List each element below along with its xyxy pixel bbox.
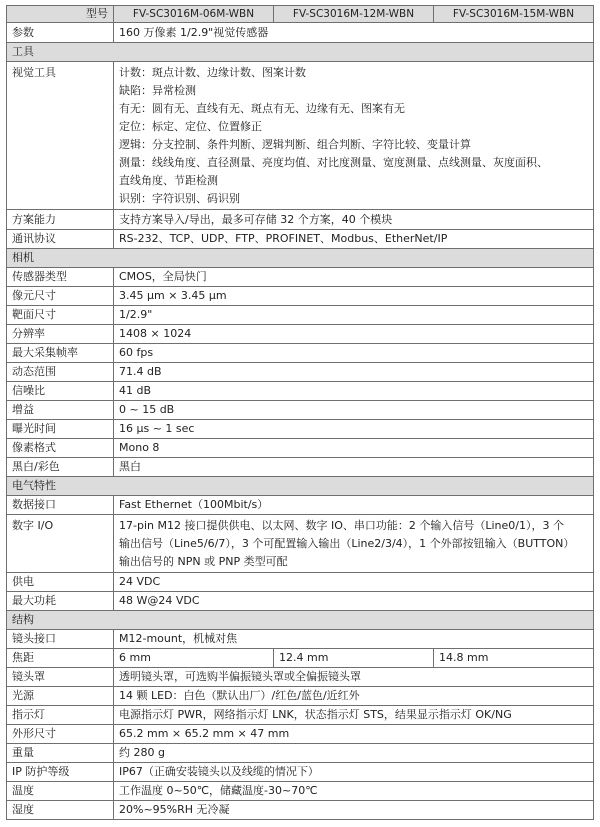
spec-label: 指示灯 [7, 706, 114, 724]
spec-label: 镜头罩 [7, 668, 114, 686]
protocol-label: 通讯协议 [7, 230, 114, 248]
spec-row [6, 782, 594, 801]
focal-length-row [6, 649, 594, 668]
spec-value: 1408 × 1024 [119, 327, 192, 340]
protocol-row [6, 230, 594, 249]
section-title: 工具 [7, 43, 593, 61]
data-interface-value: Fast Ethernet（100Mbit/s） [119, 498, 269, 511]
vision-line: 识别：字符识别、码识别 [119, 191, 240, 205]
spec-label: 光源 [7, 687, 114, 705]
power-value: 24 VDC [119, 575, 161, 588]
spec-row [6, 306, 594, 325]
spec-label: 黑白/彩色 [7, 458, 114, 476]
vision-line: 缺陷：异常检测 [119, 83, 196, 97]
model-12m: FV-SC3016M-12M-WBN [274, 6, 434, 22]
spec-label: 信噪比 [7, 382, 114, 400]
data-interface-row [6, 496, 594, 515]
vision-tools-label: 视觉工具 [7, 62, 114, 209]
section-title: 电气特性 [7, 477, 593, 495]
spec-value: 3.45 μm × 3.45 μm [119, 289, 227, 302]
spec-label: 最大采集帧率 [7, 344, 114, 362]
spec-label: 分辨率 [7, 325, 114, 343]
section-electrical [6, 477, 594, 496]
spec-row [6, 801, 594, 820]
focal-15m: 14.8 mm [439, 651, 489, 664]
model-label: 型号 [7, 6, 114, 22]
spec-row [6, 344, 594, 363]
spec-value: 黑白 [119, 460, 141, 473]
vision-line: 计数：斑点计数、边缘计数、图案计数 [119, 65, 306, 79]
spec-label: 像元尺寸 [7, 287, 114, 305]
vision-line: 有无：圆有无、直线有无、斑点有无、边缘有无、图案有无 [119, 101, 405, 115]
param-label: 参数 [7, 23, 114, 42]
spec-value: CMOS，全局快门 [119, 270, 207, 283]
spec-row [6, 706, 594, 725]
spec-value: 1/2.9" [119, 308, 153, 321]
spec-row [6, 382, 594, 401]
spec-label: 增益 [7, 401, 114, 419]
spec-row [6, 687, 594, 706]
spec-value: IP67（正确安装镜头以及线缆的情况下） [119, 765, 319, 778]
spec-table [6, 5, 594, 820]
max-power-row [6, 592, 594, 611]
spec-value: 60 fps [119, 346, 154, 359]
param-value: 160 万像素 1/2.9"视觉传感器 [119, 25, 269, 39]
vision-line: 定位：标定、定位、位置修正 [119, 119, 262, 133]
spec-row [6, 725, 594, 744]
spec-row [6, 763, 594, 782]
digital-io-label: 数字 I/O [7, 515, 114, 572]
section-structure [6, 611, 594, 630]
lens-mount-row [6, 630, 594, 649]
data-interface-label: 数据接口 [7, 496, 114, 514]
vision-line: 逻辑：分支控制、条件判断、逻辑判断、组合判断、字符比较、变量计算 [119, 137, 471, 151]
spec-value: 14 颗 LED：白色（默认出厂）/红色/蓝色/近红外 [119, 689, 360, 702]
spec-label: IP 防护等级 [7, 763, 114, 781]
spec-row [6, 325, 594, 344]
lens-mount-label: 镜头接口 [7, 630, 114, 648]
vision-line: 直线角度、节距检测 [119, 173, 218, 187]
power-label: 供电 [7, 573, 114, 591]
max-power-label: 最大功耗 [7, 592, 114, 610]
io-line: 输出信号（Line5/6/7），3 个可配置输入输出（Line2/3/4），1 个外部按钮输入（BUTTON） [119, 536, 575, 550]
vision-line: 测量：线线角度、直径测量、亮度均值、对比度测量、宽度测量、点线测量、灰度面积、 [119, 155, 548, 169]
spec-value: 65.2 mm × 65.2 mm × 47 mm [119, 727, 290, 740]
spec-row [6, 268, 594, 287]
spec-row [6, 458, 594, 477]
spec-label: 曝光时间 [7, 420, 114, 438]
max-power-value: 48 W@24 VDC [119, 594, 200, 607]
spec-value: 电源指示灯 PWR，网络指示灯 LNK，状态指示灯 STS，结果显示指示灯 OK/NG [119, 708, 512, 721]
vision-tools-row [6, 62, 594, 210]
model-row [6, 5, 594, 23]
scheme-row [6, 210, 594, 230]
spec-value: 16 μs ~ 1 sec [119, 422, 195, 435]
protocol-value: RS-232、TCP、UDP、FTP、PROFINET、Modbus、EtherNet/IP [119, 232, 448, 245]
spec-row [6, 744, 594, 763]
spec-value: 工作温度 0~50℃，储藏温度-30~70℃ [119, 784, 318, 797]
spec-value: 0 ~ 15 dB [119, 403, 175, 416]
spec-label: 外形尺寸 [7, 725, 114, 743]
digital-io-value [114, 515, 593, 572]
model-06m: FV-SC3016M-06M-WBN [114, 6, 274, 22]
section-title: 结构 [7, 611, 593, 629]
section-title: 相机 [7, 249, 593, 267]
spec-value: 41 dB [119, 384, 152, 397]
lens-mount-value: M12-mount，机械对焦 [119, 632, 238, 645]
focal-12m: 12.4 mm [274, 649, 434, 667]
io-line: 输出信号的 NPN 或 PNP 类型可配 [119, 554, 288, 568]
spec-value: Mono 8 [119, 441, 160, 454]
section-tools [6, 43, 594, 62]
spec-label: 重量 [7, 744, 114, 762]
spec-label: 动态范围 [7, 363, 114, 381]
spec-row [6, 401, 594, 420]
focal-length-label: 焦距 [7, 649, 114, 667]
spec-label: 温度 [7, 782, 114, 800]
spec-value: 约 280 g [119, 746, 165, 759]
spec-value: 透明镜头罩，可选购半偏振镜头罩或全偏振镜头罩 [119, 670, 361, 683]
spec-row [6, 439, 594, 458]
spec-row [6, 287, 594, 306]
param-row [6, 23, 594, 43]
io-line: 17-pin M12 接口提供供电、以太网、数字 IO、串口功能：2 个输入信号（Line0/1），3 个 [119, 518, 564, 532]
scheme-value: 支持方案导入/导出，最多可存储 32 个方案，40 个模块 [119, 212, 393, 226]
spec-row [6, 420, 594, 439]
spec-row [6, 363, 594, 382]
section-camera [6, 249, 594, 268]
scheme-label: 方案能力 [7, 210, 114, 229]
spec-value: 20%~95%RH 无冷凝 [119, 803, 230, 816]
spec-label: 湿度 [7, 801, 114, 819]
digital-io-row [6, 515, 594, 573]
spec-label: 传感器类型 [7, 268, 114, 286]
spec-value: 71.4 dB [119, 365, 162, 378]
spec-label: 像素格式 [7, 439, 114, 457]
vision-tools-value [114, 62, 593, 209]
spec-row [6, 668, 594, 687]
model-15m: FV-SC3016M-15M-WBN [434, 6, 593, 22]
power-row [6, 573, 594, 592]
focal-06m: 6 mm [114, 649, 274, 667]
spec-label: 靶面尺寸 [7, 306, 114, 324]
